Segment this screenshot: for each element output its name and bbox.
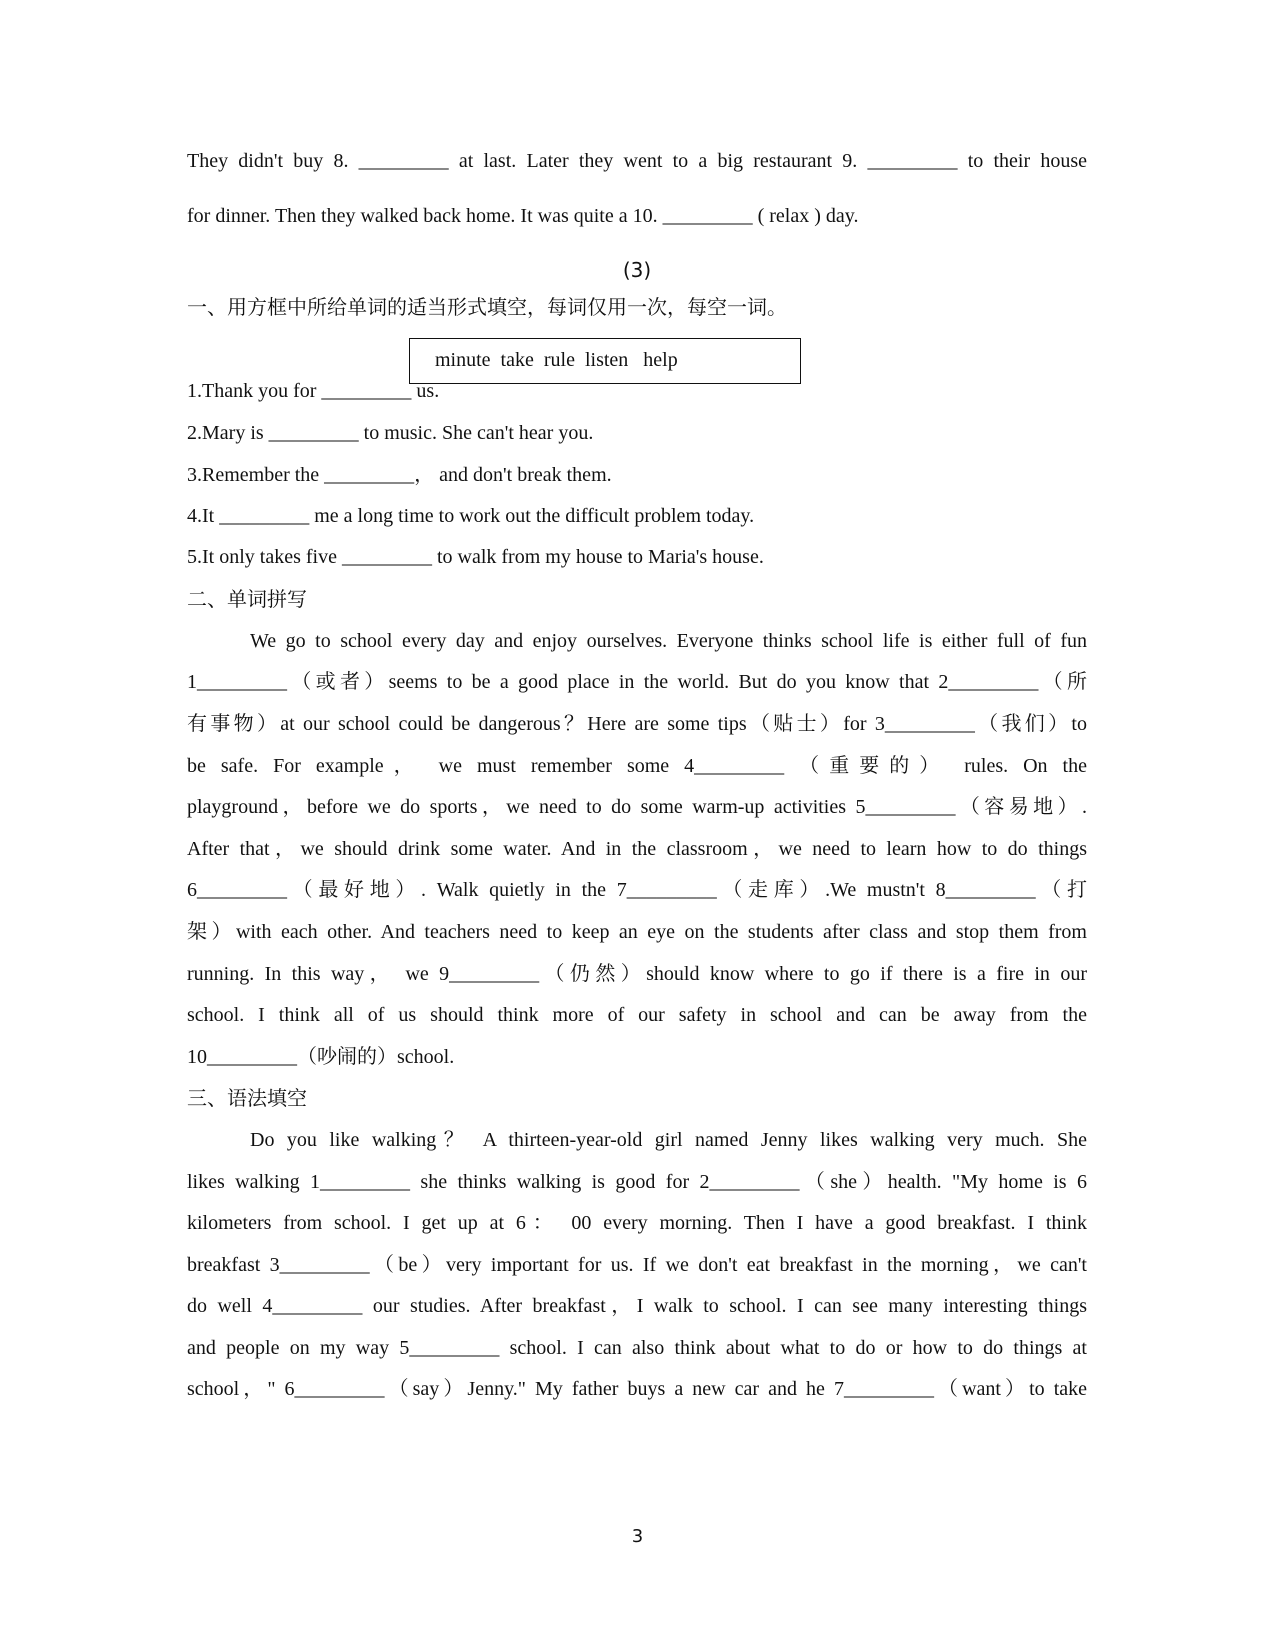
part1-item-1: 1.Thank you for _________ us.: [187, 380, 440, 402]
part2-line-1: We go to school every day and enjoy ourselves. Everyone thinks school life is either full of fun: [250, 630, 1087, 652]
part2-line-11: 10_________（吵闹的）school.: [187, 1046, 455, 1068]
prev-passage-line-2: for dinner. Then they walked back home. It was quite a 10. _________ ( relax ) day.: [187, 205, 859, 227]
part3-line-7: school，" 6_________（say）Jenny." My father buys a new car and he 7_________（want）to take: [187, 1378, 1087, 1400]
part2-line-3: 有事物）at our school could be dangerous？Here are some tips（贴士）for 3_________（我们）to: [187, 713, 1087, 735]
part3-line-6: and people on my way 5_________ school. I can also think about what to do or how to do things at: [187, 1337, 1087, 1359]
part2-heading: 二、单词拼写: [187, 587, 307, 611]
document-page: [187, 0, 1087, 1650]
section-number: (3): [622, 258, 652, 282]
part2-line-9: running. In this way， we 9_________（仍然）should know where to go if there is a fire in our: [187, 963, 1087, 985]
part1-heading: 一、用方框中所给单词的适当形式填空，每词仅用一次，每空一词。: [187, 295, 787, 319]
part2-line-10: school. I think all of us should think more of our safety in school and can be away from the: [187, 1004, 1087, 1026]
part1-item-4: 4.It _________ me a long time to work out the difficult problem today.: [187, 505, 755, 527]
part2-line-6: After that，we should drink some water. And in the classroom，we need to learn how to do things: [187, 838, 1087, 860]
part1-item-2: 2.Mary is _________ to music. She can't hear you.: [187, 422, 594, 444]
part2-line-2: 1_________（或者）seems to be a good place in the world. But do you know that 2_________（所: [187, 671, 1087, 693]
part3-line-3: kilometers from school. I get up at 6： 00 every morning. Then I have a good breakfast. I think: [187, 1212, 1087, 1234]
part3-heading: 三、语法填空: [187, 1086, 307, 1110]
part2-line-7: 6_________（最好地）. Walk quietly in the 7_________（走库）.We mustn't 8_________（打: [187, 879, 1087, 901]
part2-line-4: be safe. For example， we must remember some 4_________ （重要的） rules. On the: [187, 755, 1087, 777]
part3-line-4: breakfast 3_________（be）very important for us. If we don't eat breakfast in the morning，we can't: [187, 1254, 1087, 1276]
part1-item-3: 3.Remember the _________， and don't break them.: [187, 464, 612, 486]
part1-item-5: 5.It only takes five _________ to walk from my house to Maria's house.: [187, 546, 764, 568]
part2-line-8: 架）with each other. And teachers need to keep an eye on the students after class and stop them from: [187, 921, 1087, 943]
page-number: 3: [631, 1526, 644, 1547]
prev-passage-line-1: They didn't buy 8. _________ at last. Later they went to a big restaurant 9. _________ to their house: [187, 150, 1087, 172]
part2-line-5: playground，before we do sports，we need to do some warm-up activities 5_________（容易地）.: [187, 796, 1087, 818]
word-box: minute take rule listen help: [409, 338, 801, 384]
part3-line-1: Do you like walking？ A thirteen-year-old girl named Jenny likes walking very much. She: [250, 1129, 1087, 1151]
part3-line-5: do well 4_________ our studies. After breakfast，I walk to school. I can see many interesting things: [187, 1295, 1087, 1317]
part3-line-2: likes walking 1_________ she thinks walking is good for 2_________（she）health. "My home is 6: [187, 1171, 1087, 1193]
